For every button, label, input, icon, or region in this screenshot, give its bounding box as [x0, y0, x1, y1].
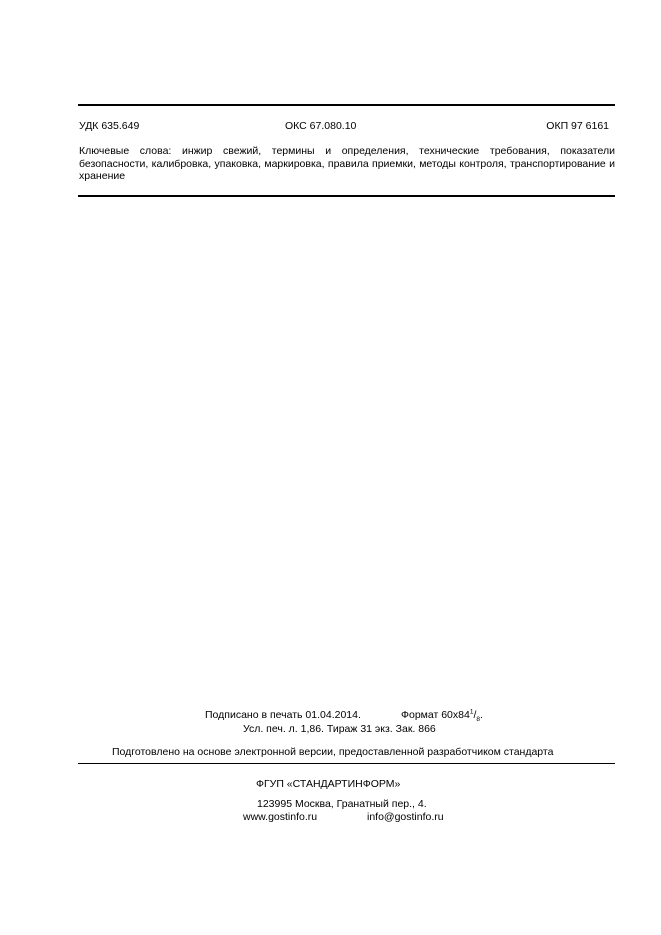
okp-code: ОКП 97 6161	[546, 120, 609, 132]
format-denominator: 8	[476, 716, 480, 724]
print-run-info: Усл. печ. л. 1,86. Тираж 31 экз. Зак. 866	[243, 723, 436, 735]
publisher-name: ФГУП «СТАНДАРТИНФОРМ»	[256, 778, 401, 790]
paper-format: Формат $60x84^1/_8$.	[401, 708, 483, 724]
publisher-email-link[interactable]: info@gostinfo.ru	[367, 811, 444, 823]
prepared-note: Подготовлено на основе электронной версии, предоставленной разработчиком стандарта	[112, 746, 554, 758]
keywords-divider	[78, 195, 615, 197]
bottom-divider	[78, 763, 615, 764]
oks-code: ОКС 67.080.10	[285, 120, 357, 132]
format-end: .	[480, 709, 483, 721]
format-numerator: 1	[469, 708, 474, 716]
format-label: Формат 60x84	[401, 709, 470, 721]
publisher-website-link[interactable]: www.gostinfo.ru	[243, 811, 318, 823]
keywords-paragraph: Ключевые слова: инжир свежий, термины и определения, технические требования, показатели безопасности, калибровка, упаковка, маркировка, правила приемки, методы контроля, транспортирование и хранение	[79, 145, 615, 182]
udk-code: УДК 635.649	[79, 120, 140, 132]
top-divider	[78, 104, 615, 106]
publisher-address: 123995 Москва, Гранатный пер., 4.	[257, 798, 427, 810]
signed-for-print: Подписано в печать 01.04.2014.	[205, 709, 361, 721]
